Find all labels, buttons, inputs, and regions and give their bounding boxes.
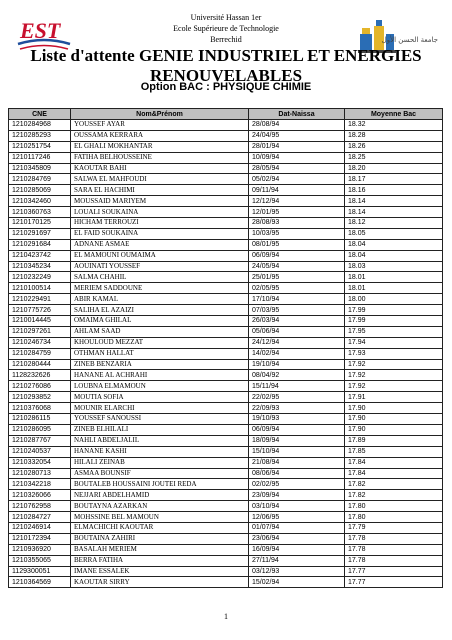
birthdate-cell: 28/05/94: [249, 163, 345, 174]
cne-cell: 1210232249: [9, 272, 71, 283]
cne-cell: 1210284968: [9, 120, 71, 131]
cne-cell: 1210291684: [9, 239, 71, 250]
bac-average-cell: 17.94: [345, 337, 443, 348]
bac-average-cell: 17.77: [345, 577, 443, 588]
table-row: [9, 228, 443, 239]
table-row: [9, 533, 443, 544]
bac-average-cell: 17.79: [345, 522, 443, 533]
name-cell: SARA EL HACHIMI: [71, 185, 249, 196]
bac-average-cell: 17.82: [345, 490, 443, 501]
bac-average-cell: 17.78: [345, 533, 443, 544]
birthdate-cell: 28/08/93: [249, 218, 345, 229]
name-cell: OMAIMA GHILAL: [71, 316, 249, 327]
bac-average-cell: 17.90: [345, 424, 443, 435]
table-row: [9, 566, 443, 577]
name-cell: BOUTAINA ZAHIRI: [71, 533, 249, 544]
name-cell: BOUTAYNA AZARKAN: [71, 501, 249, 512]
bac-average-cell: 17.84: [345, 468, 443, 479]
name-cell: AOUINATI YOUSSEF: [71, 261, 249, 272]
cne-cell: 1128232626: [9, 370, 71, 381]
birthdate-cell: 19/10/93: [249, 414, 345, 425]
bac-average-cell: 18.01: [345, 272, 443, 283]
birthdate-cell: 24/04/95: [249, 130, 345, 141]
birthdate-cell: 21/08/94: [249, 457, 345, 468]
birthdate-cell: 14/02/94: [249, 348, 345, 359]
name-cell: OUSSAMA KERRARA: [71, 130, 249, 141]
table-row: [9, 174, 443, 185]
birthdate-cell: 12/06/95: [249, 512, 345, 523]
table-row: [9, 544, 443, 555]
cne-cell: 1210170125: [9, 218, 71, 229]
table-row: [9, 294, 443, 305]
birthdate-cell: 03/12/93: [249, 566, 345, 577]
cne-cell: 1210293852: [9, 392, 71, 403]
birthdate-cell: 09/11/94: [249, 185, 345, 196]
name-cell: SALMA CHAHIL: [71, 272, 249, 283]
name-cell: ASMAA BOUNSIF: [71, 468, 249, 479]
table-row: [9, 359, 443, 370]
bac-average-cell: 18.01: [345, 283, 443, 294]
cne-cell: 1210376068: [9, 403, 71, 414]
bac-average-cell: 18.25: [345, 152, 443, 163]
bac-average-cell: 17.92: [345, 370, 443, 381]
cne-cell: 1210280444: [9, 359, 71, 370]
name-cell: KAOUTAR BAHI: [71, 163, 249, 174]
cne-cell: 1210364569: [9, 577, 71, 588]
birthdate-cell: 02/02/95: [249, 479, 345, 490]
birthdate-cell: 27/11/94: [249, 555, 345, 566]
birthdate-cell: 05/02/94: [249, 174, 345, 185]
table-row: [9, 272, 443, 283]
table-row: [9, 392, 443, 403]
birthdate-cell: 06/09/94: [249, 424, 345, 435]
birthdate-cell: 28/01/94: [249, 141, 345, 152]
waiting-list-table: [8, 108, 443, 588]
cne-cell: 1210284759: [9, 348, 71, 359]
bac-average-cell: 17.92: [345, 359, 443, 370]
cne-cell: 1210287767: [9, 435, 71, 446]
table-row: [9, 479, 443, 490]
bac-average-cell: 17.84: [345, 457, 443, 468]
name-cell: HANANE KASHI: [71, 446, 249, 457]
name-cell: ZINEB ELHILALI: [71, 424, 249, 435]
birthdate-cell: 23/09/94: [249, 490, 345, 501]
cne-cell: 1210936920: [9, 544, 71, 555]
bac-average-cell: 17.85: [345, 446, 443, 457]
logo-right-text: جامعة الحسن الأول: [381, 36, 438, 44]
table-row: [9, 207, 443, 218]
name-cell: SALIHA EL AZAIZI: [71, 305, 249, 316]
column-header-name: Nom&Prénom: [71, 109, 249, 120]
birthdate-cell: 12/12/94: [249, 196, 345, 207]
cne-cell: 1210360763: [9, 207, 71, 218]
bac-average-cell: 18.14: [345, 207, 443, 218]
cne-cell: 1210297261: [9, 326, 71, 337]
cne-cell: 1210117246: [9, 152, 71, 163]
birthdate-cell: 08/06/94: [249, 468, 345, 479]
birthdate-cell: 02/05/95: [249, 283, 345, 294]
name-cell: IMANE ESSALEK: [71, 566, 249, 577]
cne-cell: 1210355065: [9, 555, 71, 566]
bac-average-cell: 17.82: [345, 479, 443, 490]
cne-cell: 1210285069: [9, 185, 71, 196]
birthdate-cell: 15/11/94: [249, 381, 345, 392]
name-cell: EL MAMOUNI OUMAIMA: [71, 250, 249, 261]
column-header-cne: CNE: [9, 109, 71, 120]
title-line-2: RENOUVELABLES: [149, 66, 303, 85]
bac-average-cell: 17.90: [345, 403, 443, 414]
cne-cell: 1210342218: [9, 479, 71, 490]
cne-cell: 1210251754: [9, 141, 71, 152]
table-row: [9, 163, 443, 174]
table-row: [9, 490, 443, 501]
birthdate-cell: 24/12/94: [249, 337, 345, 348]
table-row: [9, 141, 443, 152]
name-cell: ZINEB BENZARIA: [71, 359, 249, 370]
bac-average-cell: 17.89: [345, 435, 443, 446]
option-subtitle: Option BAC : PHYSIQUE CHIMIE: [140, 81, 312, 93]
birthdate-cell: 25/01/95: [249, 272, 345, 283]
bac-average-cell: 17.92: [345, 381, 443, 392]
birthdate-cell: 01/07/94: [249, 522, 345, 533]
table-row: [9, 283, 443, 294]
table-row: [9, 577, 443, 588]
table-row: [9, 337, 443, 348]
cne-cell: 1210240537: [9, 446, 71, 457]
table-row: [9, 522, 443, 533]
table-row: [9, 326, 443, 337]
cne-cell: 1210423742: [9, 250, 71, 261]
birthdate-cell: 22/02/95: [249, 392, 345, 403]
bac-average-cell: 17.90: [345, 414, 443, 425]
birthdate-cell: 12/01/95: [249, 207, 345, 218]
cne-cell: 1210284727: [9, 512, 71, 523]
table-row: [9, 468, 443, 479]
table-row: [9, 501, 443, 512]
birthdate-cell: 03/10/94: [249, 501, 345, 512]
name-cell: KAOUTAR SIRRY: [71, 577, 249, 588]
bac-average-cell: 18.28: [345, 130, 443, 141]
birthdate-cell: 19/10/94: [249, 359, 345, 370]
bac-average-cell: 17.95: [345, 326, 443, 337]
birthdate-cell: 15/10/94: [249, 446, 345, 457]
birthdate-cell: 16/09/94: [249, 544, 345, 555]
bac-average-cell: 18.14: [345, 196, 443, 207]
name-cell: MERIEM SADDOUNE: [71, 283, 249, 294]
bac-average-cell: 17.78: [345, 544, 443, 555]
cne-cell: 1210286095: [9, 424, 71, 435]
title-line-1: Liste d'attente GENIE INDUSTRIEL ET ENERGIES: [30, 46, 422, 65]
birthdate-cell: 28/08/94: [249, 120, 345, 131]
name-cell: ADNANE ASMAE: [71, 239, 249, 250]
birthdate-cell: 10/03/95: [249, 228, 345, 239]
birthdate-cell: 24/05/94: [249, 261, 345, 272]
name-cell: MOUNIR ELARCHI: [71, 403, 249, 414]
bac-average-cell: 17.93: [345, 348, 443, 359]
name-cell: BERRA FATIHA: [71, 555, 249, 566]
table-row: [9, 316, 443, 327]
bac-average-cell: 17.99: [345, 316, 443, 327]
name-cell: BOUTALEB HOUSSAINI JOUTEI REDA: [71, 479, 249, 490]
table-row: [9, 435, 443, 446]
bac-average-cell: 18.17: [345, 174, 443, 185]
table-row: [9, 555, 443, 566]
cne-cell: 1210229491: [9, 294, 71, 305]
cne-cell: 1210326066: [9, 490, 71, 501]
birthdate-cell: 05/06/94: [249, 326, 345, 337]
cne-cell: 1210762958: [9, 501, 71, 512]
cne-cell: 1210291697: [9, 228, 71, 239]
bac-average-cell: 18.00: [345, 294, 443, 305]
birthdate-cell: 07/03/95: [249, 305, 345, 316]
name-cell: HANANE AL ACHRAHI: [71, 370, 249, 381]
cne-cell: 1210775726: [9, 305, 71, 316]
name-cell: EL GHALI MOKHANTAR: [71, 141, 249, 152]
table-row: [9, 250, 443, 261]
table-row: [9, 130, 443, 141]
name-cell: MOHSSINE BEL MAMOUN: [71, 512, 249, 523]
name-cell: KHOULOUD MEZZAT: [71, 337, 249, 348]
institution-header: [0, 12, 452, 45]
cne-cell: 1210172394: [9, 533, 71, 544]
name-cell: NEJJARI ABDELHAMID: [71, 490, 249, 501]
name-cell: MOUTIA SOFIA: [71, 392, 249, 403]
cne-cell: 1210285293: [9, 130, 71, 141]
bac-average-cell: 18.26: [345, 141, 443, 152]
cne-cell: 1210100514: [9, 283, 71, 294]
bac-average-cell: 18.16: [345, 185, 443, 196]
name-cell: YOUSSEF AYAR: [71, 120, 249, 131]
name-cell: EL FAID SOUKAINA: [71, 228, 249, 239]
table-row: [9, 348, 443, 359]
cne-cell: 1210246914: [9, 522, 71, 533]
table-row: [9, 403, 443, 414]
bac-average-cell: 18.05: [345, 228, 443, 239]
birthdate-cell: 15/02/94: [249, 577, 345, 588]
name-cell: AHLAM SAAD: [71, 326, 249, 337]
university-name: Université Hassan 1er: [190, 13, 262, 22]
bac-average-cell: 18.20: [345, 163, 443, 174]
table-row: [9, 239, 443, 250]
name-cell: YOUSSEF SANOUSSI: [71, 414, 249, 425]
bac-average-cell: 17.80: [345, 501, 443, 512]
table-row: [9, 196, 443, 207]
table-row: [9, 370, 443, 381]
cne-cell: 1210345809: [9, 163, 71, 174]
birthdate-cell: 26/03/94: [249, 316, 345, 327]
bac-average-cell: 18.04: [345, 239, 443, 250]
birthdate-cell: 17/10/94: [249, 294, 345, 305]
cne-cell: 1129300051: [9, 566, 71, 577]
page-number: 1: [224, 612, 228, 621]
bac-average-cell: 17.91: [345, 392, 443, 403]
name-cell: LOUBNA ELMAMOUN: [71, 381, 249, 392]
table-row: [9, 424, 443, 435]
cne-cell: 1210276086: [9, 381, 71, 392]
name-cell: NAHLI ABDELJALIL: [71, 435, 249, 446]
name-cell: HICHAM TERROUZI: [71, 218, 249, 229]
bac-average-cell: 18.03: [345, 261, 443, 272]
table-row: [9, 414, 443, 425]
table-row: [9, 381, 443, 392]
table-row: [9, 120, 443, 131]
bac-average-cell: 18.04: [345, 250, 443, 261]
table-row: [9, 457, 443, 468]
table-row: [9, 512, 443, 523]
name-cell: SALWA EL MAHFOUDI: [71, 174, 249, 185]
name-cell: ELMACHICHI KAOUTAR: [71, 522, 249, 533]
bac-average-cell: 18.32: [345, 120, 443, 131]
birthdate-cell: 06/09/94: [249, 250, 345, 261]
cne-cell: 1210332054: [9, 457, 71, 468]
cne-cell: 1210246734: [9, 337, 71, 348]
birthdate-cell: 10/09/94: [249, 152, 345, 163]
name-cell: ABIR KAMAL: [71, 294, 249, 305]
table-header-row: [9, 109, 443, 120]
name-cell: LOUALI SOUKAINA: [71, 207, 249, 218]
birthdate-cell: 08/01/95: [249, 239, 345, 250]
school-name: Ecole Supérieure de Technologie: [173, 24, 279, 33]
name-cell: FATIHA BELHOUSSEINE: [71, 152, 249, 163]
bac-average-cell: 17.80: [345, 512, 443, 523]
bac-average-cell: 17.99: [345, 305, 443, 316]
birthdate-cell: 18/09/94: [249, 435, 345, 446]
table-row: [9, 152, 443, 163]
name-cell: OTHMAN HALLAT: [71, 348, 249, 359]
column-header-birthdate: Dat-Naissa: [249, 109, 345, 120]
cne-cell: 1210345234: [9, 261, 71, 272]
cne-cell: 1210286115: [9, 414, 71, 425]
bac-average-cell: 17.77: [345, 566, 443, 577]
name-cell: HILALI ZEINAB: [71, 457, 249, 468]
cne-cell: 1210280713: [9, 468, 71, 479]
table-row: [9, 218, 443, 229]
table-row: [9, 185, 443, 196]
column-header-bac-average: Moyenne Bac: [345, 109, 443, 120]
name-cell: MOUSSAID MARIYEM: [71, 196, 249, 207]
bac-average-cell: 17.78: [345, 555, 443, 566]
cne-cell: 1210284769: [9, 174, 71, 185]
logo-left-text: EST: [20, 18, 61, 43]
table-row: [9, 305, 443, 316]
bac-average-cell: 18.12: [345, 218, 443, 229]
table-row: [9, 446, 443, 457]
cne-cell: 1210342460: [9, 196, 71, 207]
name-cell: BASALAH MERIEM: [71, 544, 249, 555]
city-name: Berrechid: [210, 35, 242, 44]
birthdate-cell: 23/06/94: [249, 533, 345, 544]
table-row: [9, 261, 443, 272]
birthdate-cell: 22/09/93: [249, 403, 345, 414]
cne-cell: 1210014445: [9, 316, 71, 327]
birthdate-cell: 08/04/92: [249, 370, 345, 381]
